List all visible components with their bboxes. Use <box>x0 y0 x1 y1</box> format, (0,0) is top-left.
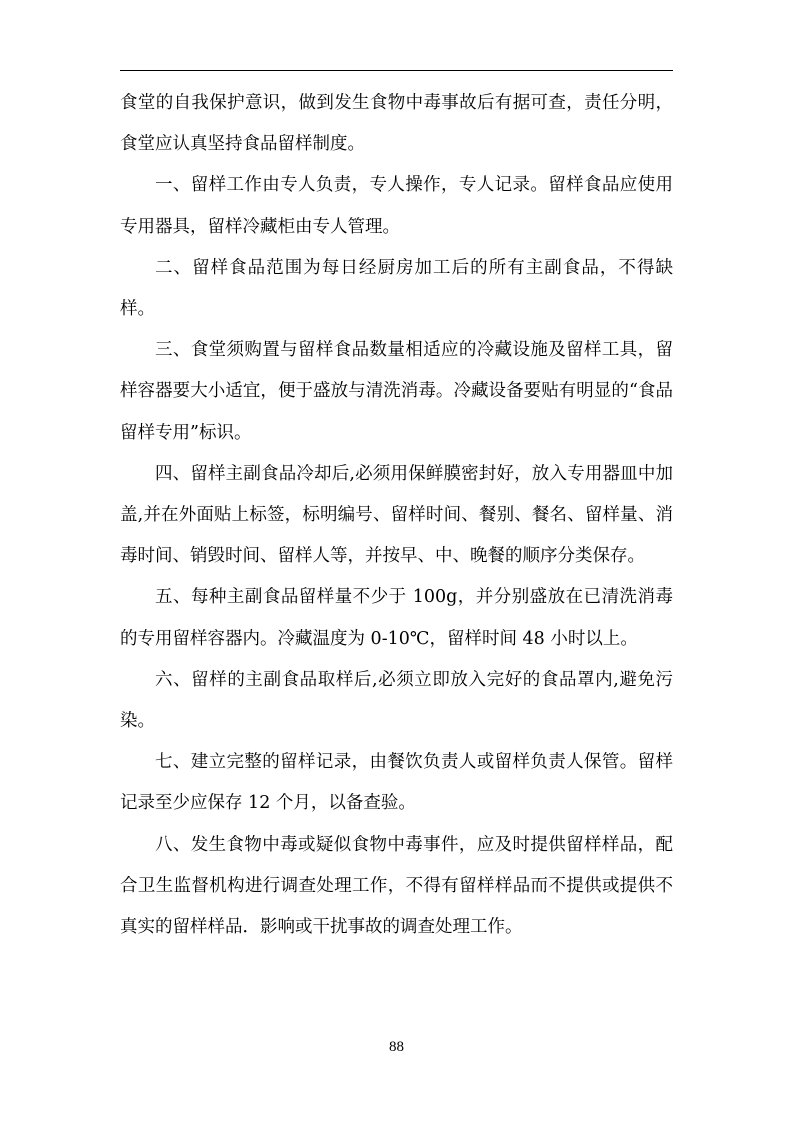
paragraph-item-2: 二、留样食品范围为每日经厨房加工后的所有主副食品，不得缺样。 <box>120 257 673 320</box>
document-body <box>120 83 673 948</box>
paragraph-item-7: 七、建立完整的留样记录，由餐饮负责人或留样负责人保管。留样记录至少应保存 12 个月，以备查验。 <box>120 752 673 814</box>
header-rule <box>120 70 673 71</box>
page-number: 88 <box>389 1039 404 1055</box>
paragraph-item-1: 一、留样工作由专人负责，专人操作，专人记录。留样食品应使用专用器具，留样冷藏柜由专人管理。 <box>120 175 673 237</box>
paragraph-item-8: 八、发生食物中毒或疑似食物中毒事件，应及时提供留样样品，配合卫生监督机构进行调查处理工作，不得有留样样品而不提供或提供不真实的留样样品．影响或干扰事故的调查处理工作。 <box>120 834 673 938</box>
paragraph-item-5: 五、每种主副食品留样量不少于 100g，并分别盛放在已清洗消毒的专用留样容器内。冷藏温度为 0-10℃，留样时间 48 小时以上。 <box>120 587 673 649</box>
paragraph-item-6: 六、留样的主副食品取样后,必须立即放入完好的食品罩内,避免污染。 <box>120 669 673 732</box>
paragraph-continuation: 食堂的自我保护意识，做到发生食物中毒事故后有据可查，责任分明，食堂应认真坚持食品留样制度。 <box>120 93 673 155</box>
paragraph-item-4: 四、留样主副食品冷却后,必须用保鲜膜密封好，放入专用器皿中加盖,并在外面贴上标签，标明编号、留样时间、餐别、餐名、留样量、消毒时间、销毁时间、留样人等，并按早、中、晚餐的顺序分类保存。 <box>120 463 673 567</box>
paragraph-item-3: 三、食堂须购置与留样食品数量相适应的冷藏设施及留样工具，留样容器要大小适宜，便于盛放与清洗消毒。冷藏设备要贴有明显的“食品留样专用”标识。 <box>120 340 673 443</box>
